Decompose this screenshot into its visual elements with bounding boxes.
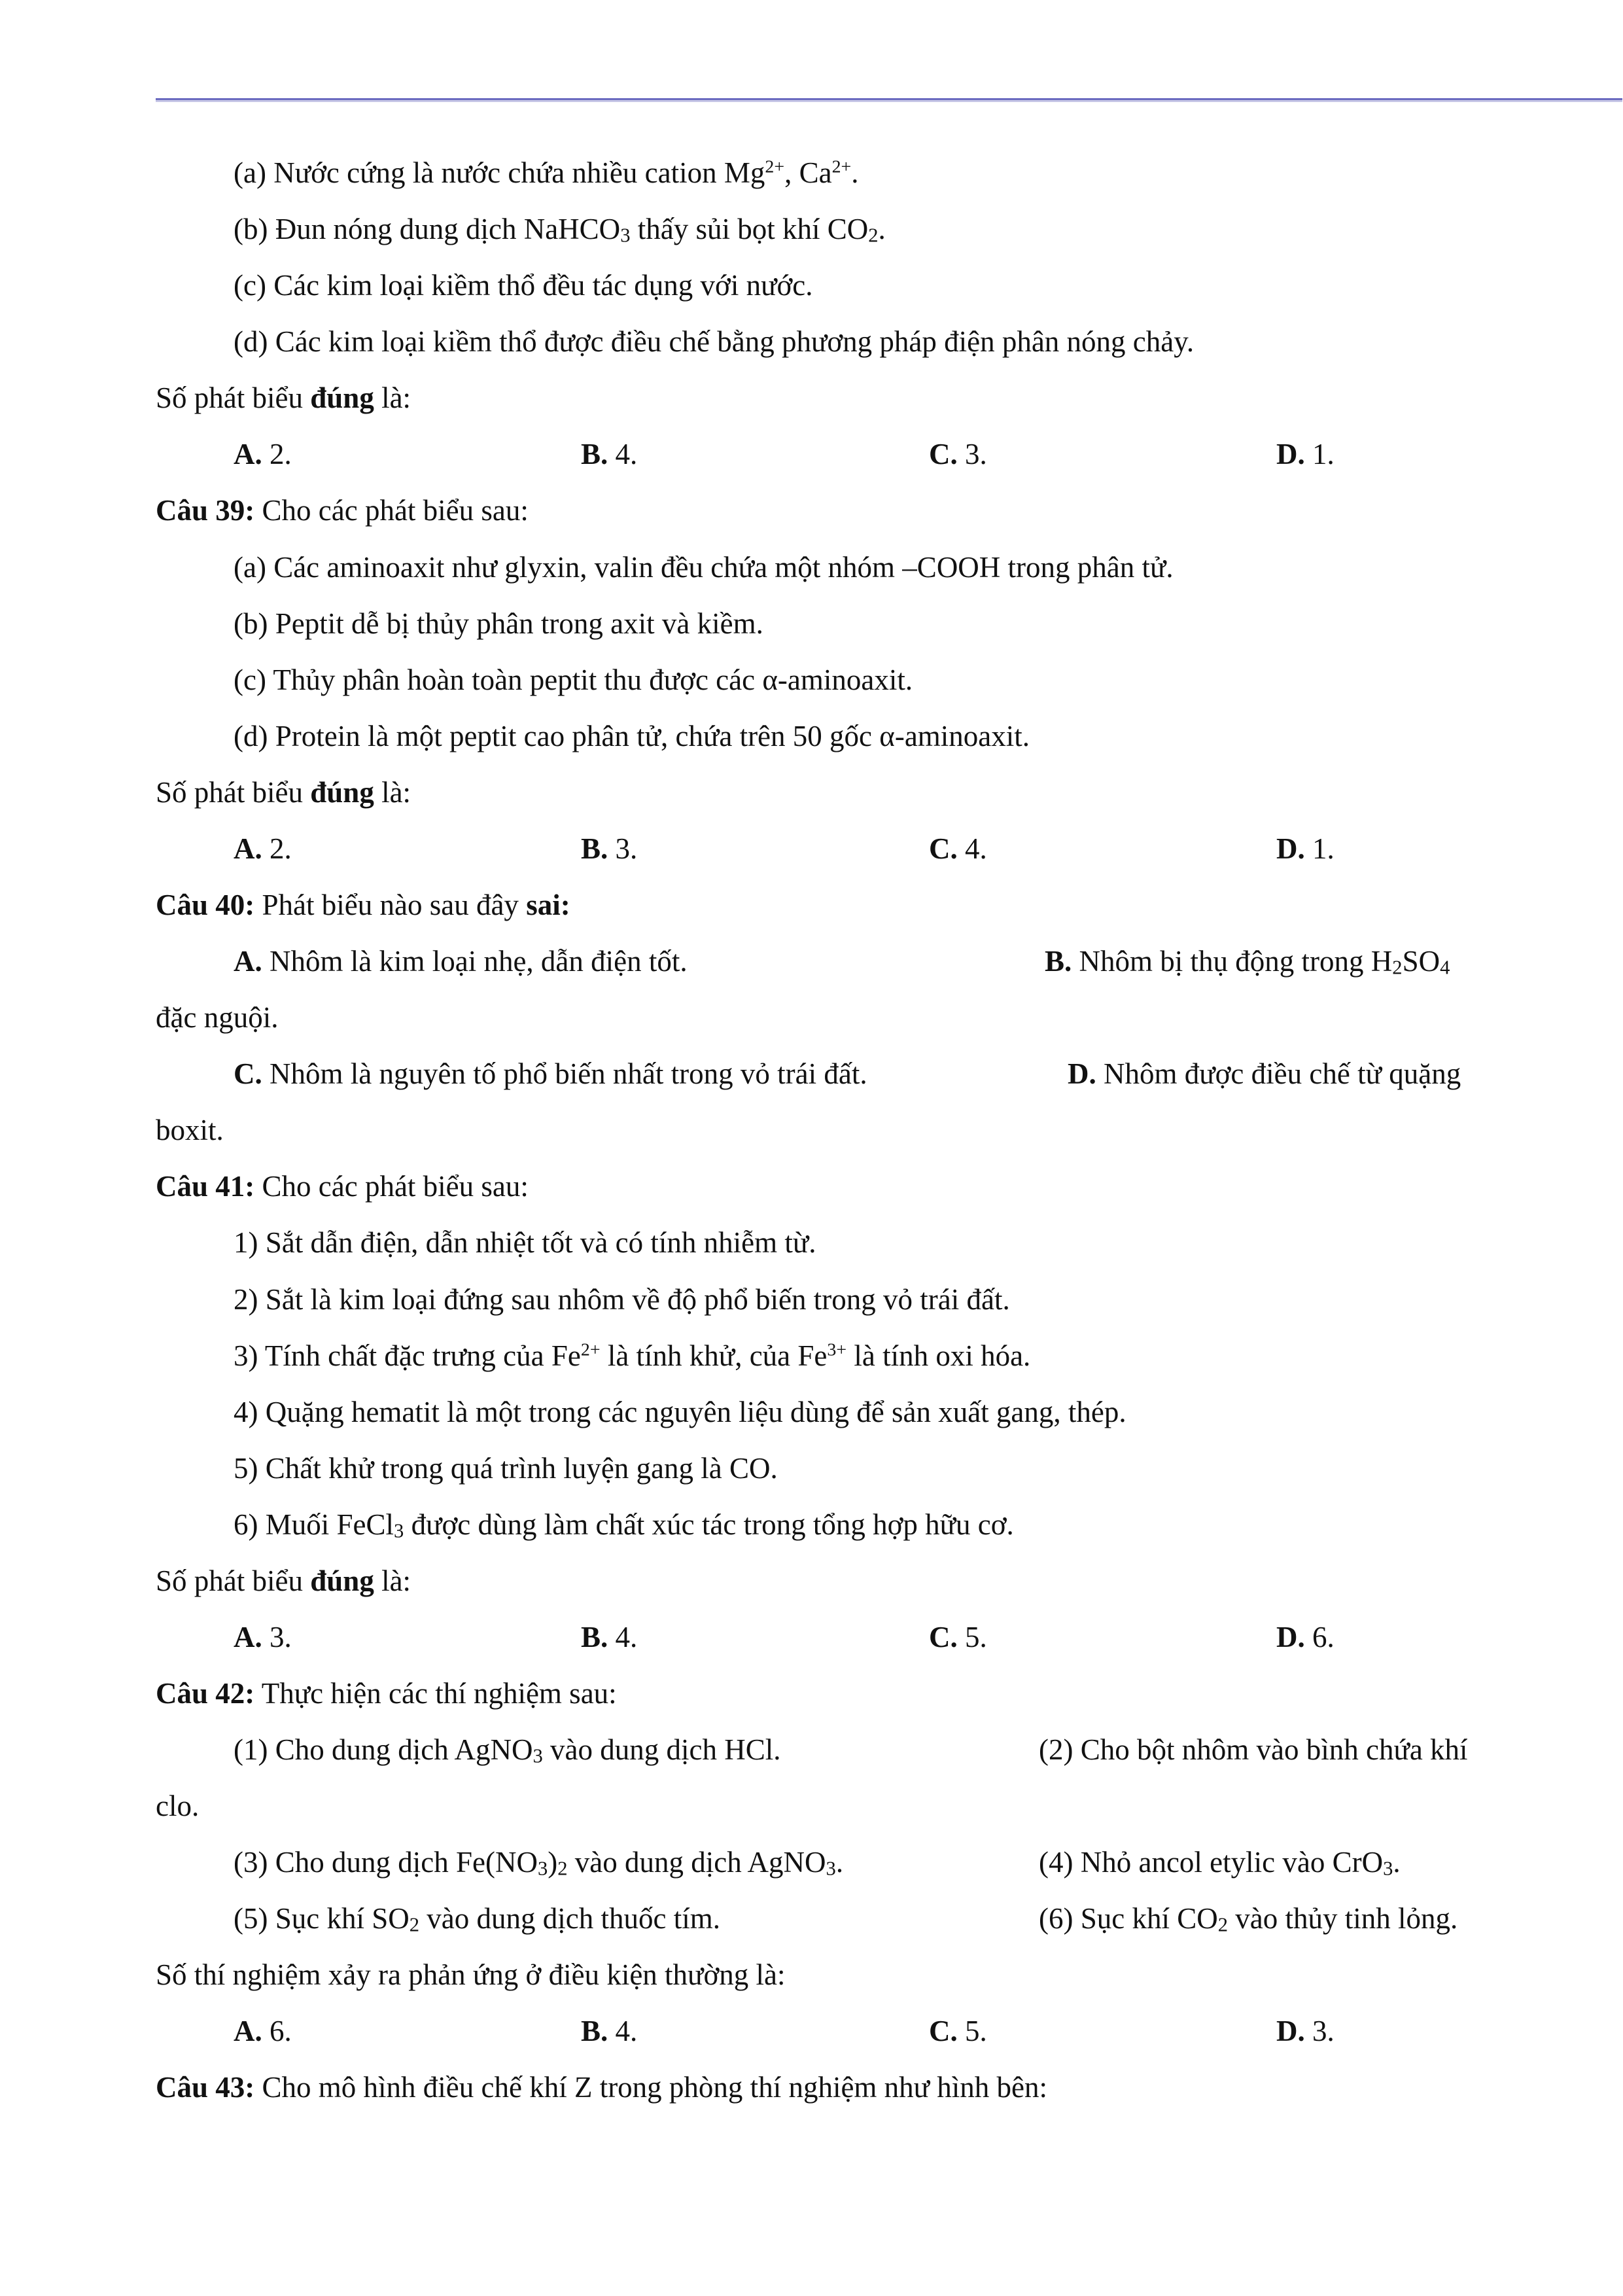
q41-ask: Số phát biểu đúng là: [156, 1564, 411, 1597]
q40-option-c[interactable]: C. Nhôm là nguyên tố phổ biến nhất trong vỏ trái đất. [234, 1057, 867, 1090]
q40-heading: Câu 40: Phát biểu nào sau đây sai: [156, 889, 570, 921]
q39-option-c[interactable]: C. 4. [929, 832, 987, 865]
q40-option-d[interactable]: D. Nhôm được điều chế từ quặng [1068, 1057, 1461, 1090]
q38-option-d[interactable]: D. 1. [1276, 438, 1335, 470]
q38-option-b[interactable]: B. 4. [581, 438, 638, 470]
q39-statement-a: (a) Các aminoaxit như glyxin, valin đều chứa một nhóm –COOH trong phân tử. [234, 551, 1174, 584]
q39-statement-b: (b) Peptit dễ bị thủy phân trong axit và kiềm. [234, 607, 763, 640]
q39-ask: Số phát biểu đúng là: [156, 776, 411, 809]
q42-experiment-3: (3) Cho dung dịch $Fe(NO_3)_2$ vào dung dịch AgNO$_3$. [234, 1846, 844, 1880]
q40-option-a[interactable]: A. Nhôm là kim loại nhẹ, dẫn điện tốt. [234, 945, 688, 978]
q39-option-b[interactable]: B. 3. [581, 832, 638, 865]
q41-statement-1: 1) Sắt dẫn điện, dẫn nhiệt tốt và có tính nhiễm từ. [234, 1226, 816, 1259]
q40-option-b[interactable]: B. Nhôm bị thụ động trong $H_2SO_4$ [1045, 945, 1450, 979]
q38-statement-d: (d) Các kim loại kiềm thổ được điều chế bằng phương pháp điện phân nóng chảy. [234, 325, 1195, 358]
q42-option-c[interactable]: C. 5. [929, 2015, 987, 2047]
q39-option-d[interactable]: D. 1. [1276, 832, 1335, 865]
q39-statement-d: (d) Protein là một peptit cao phân tử, chứa trên 50 gốc α-aminoaxit. [234, 720, 1030, 752]
q42-option-a[interactable]: A. 6. [234, 2015, 292, 2047]
q39-statement-c: (c) Thủy phân hoàn toàn peptit thu được các α-aminoaxit. [234, 663, 913, 696]
q41-option-c[interactable]: C. 5. [929, 1621, 987, 1653]
q41-statement-6: 6) Muối FeCl$_3$ được dùng làm chất xúc tác trong tổng hợp hữu cơ. [234, 1508, 1014, 1542]
q42-experiment-5: (5) Sục khí $SO_2$ vào dung dịch thuốc tím. [234, 1902, 720, 1936]
header-rule [156, 98, 1622, 102]
q38-statement-c: (c) Các kim loại kiềm thổ đều tác dụng với nước. [234, 269, 813, 302]
q42-heading: Câu 42: Thực hiện các thí nghiệm sau: [156, 1677, 617, 1710]
q42-experiment-2: (2) Cho bột nhôm vào bình chứa khí [1039, 1733, 1468, 1766]
q40-option-b-cont: đặc nguội. [156, 1001, 279, 1034]
q41-option-b[interactable]: B. 4. [581, 1621, 638, 1653]
q43-heading: Câu 43: Cho mô hình điều chế khí Z trong phòng thí nghiệm như hình bên: [156, 2071, 1048, 2104]
q42-experiment-1: (1) Cho dung dịch AgNO$_3$ vào dung dịch HCl. [234, 1733, 781, 1767]
q41-statement-3: 3) Tính chất đặc trưng của $Fe^{2+}$ là tính khử, của $Fe^{3+}$ là tính oxi hóa. [234, 1339, 1031, 1372]
q38-statement-b: (b) Đun nóng dung dịch NaHCO$_3$ thấy sủi bọt khí $CO_2$. [234, 213, 886, 247]
q42-ask: Số thí nghiệm xảy ra phản ứng ở điều kiện thường là: [156, 1958, 786, 1991]
q42-option-b[interactable]: B. 4. [581, 2015, 638, 2047]
q39-heading: Câu 39: Cho các phát biểu sau: [156, 494, 529, 527]
q39-option-a[interactable]: A. 2. [234, 832, 292, 865]
q38-ask: Số phát biểu đúng là: [156, 381, 411, 414]
q41-statement-4: 4) Quặng hematit là một trong các nguyên liệu dùng để sản xuất gang, thép. [234, 1396, 1126, 1428]
q41-option-d[interactable]: D. 6. [1276, 1621, 1335, 1653]
q40-option-d-cont: boxit. [156, 1114, 224, 1146]
q38-statement-a: (a) Nước cứng là nước chứa nhiều cation $Mg^{2+}$, $Ca^{2+}$. [234, 156, 859, 189]
q41-statement-2: 2) Sắt là kim loại đứng sau nhôm về độ phổ biến trong vỏ trái đất. [234, 1283, 1010, 1316]
q38-option-a[interactable]: A. 2. [234, 438, 292, 470]
q41-option-a[interactable]: A. 3. [234, 1621, 292, 1653]
q42-option-d[interactable]: D. 3. [1276, 2015, 1335, 2047]
q41-heading: Câu 41: Cho các phát biểu sau: [156, 1170, 529, 1203]
q38-option-c[interactable]: C. 3. [929, 438, 987, 470]
q42-experiment-2-cont: clo. [156, 1790, 200, 1822]
q42-experiment-6: (6) Sục khí $CO_2$ vào thủy tinh lỏng. [1039, 1902, 1458, 1936]
q42-experiment-4: (4) Nhỏ ancol etylic vào CrO$_3$. [1039, 1846, 1401, 1880]
q41-statement-5: 5) Chất khử trong quá trình luyện gang là CO. [234, 1452, 778, 1485]
